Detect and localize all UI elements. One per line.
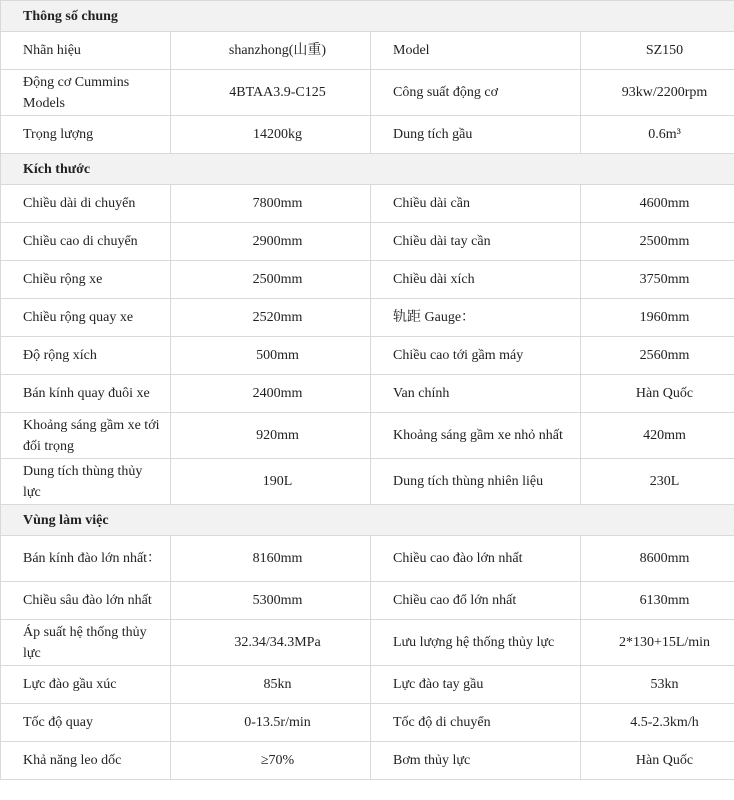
spec-value: 8600mm: [581, 536, 734, 582]
spec-label: Van chính: [371, 375, 581, 413]
spec-value: 4.5-2.3km/h: [581, 704, 734, 742]
table-row: [1, 32, 734, 70]
table-row: [1, 459, 734, 505]
section-header: [1, 1, 734, 32]
spec-value: 2520mm: [171, 299, 371, 337]
spec-value: 3750mm: [581, 261, 734, 299]
spec-value: 2900mm: [171, 223, 371, 261]
section-title: Vùng làm việc: [1, 505, 734, 536]
spec-label: Dung tích thùng nhiên liệu: [371, 459, 581, 505]
table-row: [1, 375, 734, 413]
spec-label: Trọng lượng: [1, 116, 171, 154]
spec-label: Model: [371, 32, 581, 70]
table-row: [1, 70, 734, 116]
section-title: Kích thước: [1, 154, 734, 185]
spec-value: Hàn Quốc: [581, 742, 734, 780]
spec-label: 轨距 Gauge：: [371, 299, 581, 337]
spec-value: 1960mm: [581, 299, 734, 337]
table-row: [1, 413, 734, 459]
spec-label: Chiều cao đổ lớn nhất: [371, 582, 581, 620]
spec-label: Bơm thủy lực: [371, 742, 581, 780]
spec-value: 7800mm: [171, 185, 371, 223]
table-row: [1, 299, 734, 337]
spec-label: Tốc độ quay: [1, 704, 171, 742]
spec-label: Lực đào tay gầu: [371, 666, 581, 704]
spec-value: 2400mm: [171, 375, 371, 413]
spec-label: Chiều rộng xe: [1, 261, 171, 299]
spec-value: 2560mm: [581, 337, 734, 375]
spec-label: Tốc độ di chuyển: [371, 704, 581, 742]
section-title: Thông số chung: [1, 1, 734, 32]
spec-label: Chiều sâu đào lớn nhất: [1, 582, 171, 620]
table-row: [1, 261, 734, 299]
spec-value: 53kn: [581, 666, 734, 704]
spec-value: 6130mm: [581, 582, 734, 620]
spec-value: 4BTAA3.9-C125: [171, 70, 371, 116]
spec-value: 4600mm: [581, 185, 734, 223]
table-row: [1, 582, 734, 620]
table-row: [1, 185, 734, 223]
spec-label: Nhãn hiệu: [1, 32, 171, 70]
spec-value: 14200kg: [171, 116, 371, 154]
spec-value: Hàn Quốc: [581, 375, 734, 413]
table-row: [1, 742, 734, 780]
table-row: [1, 704, 734, 742]
spec-label: Lưu lượng hệ thống thủy lực: [371, 620, 581, 666]
spec-value: 5300mm: [171, 582, 371, 620]
spec-label: Độ rộng xích: [1, 337, 171, 375]
spec-label: Khoảng sáng gầm xe tới đối trọng: [1, 413, 171, 459]
spec-label: Chiều dài di chuyển: [1, 185, 171, 223]
spec-label: Chiều cao tới gầm máy: [371, 337, 581, 375]
spec-label: Chiều dài tay cần: [371, 223, 581, 261]
spec-label: Chiều cao đào lớn nhất: [371, 536, 581, 582]
spec-label: Bán kính quay đuôi xe: [1, 375, 171, 413]
table-row: [1, 620, 734, 666]
spec-value: 500mm: [171, 337, 371, 375]
spec-value: 93kw/2200rpm: [581, 70, 734, 116]
spec-value: 420mm: [581, 413, 734, 459]
spec-label: Lực đào gầu xúc: [1, 666, 171, 704]
table-row: [1, 666, 734, 704]
spec-label: Chiều cao di chuyển: [1, 223, 171, 261]
spec-value: 0-13.5r/min: [171, 704, 371, 742]
spec-value: ≥70%: [171, 742, 371, 780]
spec-value: 920mm: [171, 413, 371, 459]
spec-value: 230L: [581, 459, 734, 505]
table-row: [1, 116, 734, 154]
spec-value: 2*130+15L/min: [581, 620, 734, 666]
spec-value: shanzhong(山重): [171, 32, 371, 70]
spec-label: Khoảng sáng gầm xe nhỏ nhất: [371, 413, 581, 459]
spec-value: 8160mm: [171, 536, 371, 582]
spec-value: 85kn: [171, 666, 371, 704]
spec-value: SZ150: [581, 32, 734, 70]
spec-label: Chiều dài cần: [371, 185, 581, 223]
spec-label: Bán kính đào lớn nhất：: [1, 536, 171, 582]
spec-value: 32.34/34.3MPa: [171, 620, 371, 666]
table-row: [1, 536, 734, 582]
spec-table-body: [1, 1, 734, 780]
spec-value: 2500mm: [581, 223, 734, 261]
spec-label: Dung tích gầu: [371, 116, 581, 154]
table-row: [1, 337, 734, 375]
spec-value: 0.6m³: [581, 116, 734, 154]
spec-value: 2500mm: [171, 261, 371, 299]
spec-label: Khả năng leo dốc: [1, 742, 171, 780]
spec-label: Chiều rộng quay xe: [1, 299, 171, 337]
spec-label: Dung tích thùng thủy lực: [1, 459, 171, 505]
section-header: [1, 505, 734, 536]
spec-label: Công suất động cơ: [371, 70, 581, 116]
spec-label: Chiều dài xích: [371, 261, 581, 299]
table-row: [1, 223, 734, 261]
spec-value: 190L: [171, 459, 371, 505]
spec-label: Động cơ Cummins Models: [1, 70, 171, 116]
section-header: [1, 154, 734, 185]
spec-label: Áp suất hệ thống thủy lực: [1, 620, 171, 666]
